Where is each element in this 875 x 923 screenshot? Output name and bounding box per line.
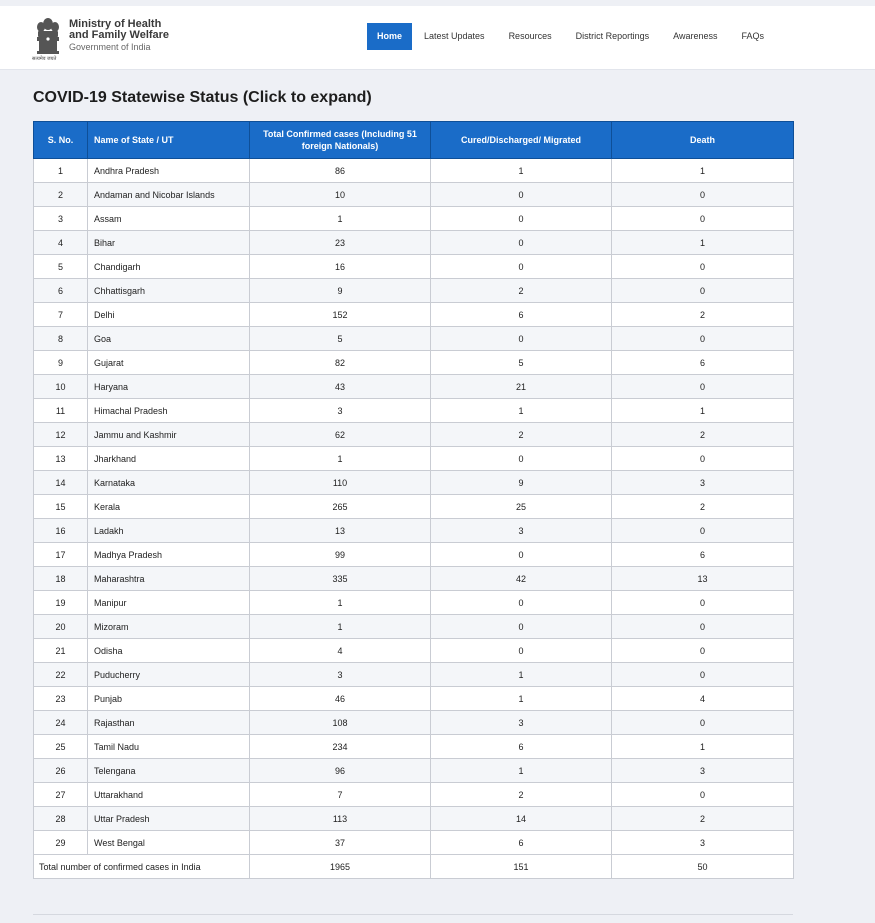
cell-death: 0 xyxy=(612,255,794,279)
cell-state-name: Telengana xyxy=(88,759,250,783)
cell-sno: 12 xyxy=(34,423,88,447)
cell-state-name: West Bengal xyxy=(88,831,250,855)
cell-confirmed: 1 xyxy=(250,207,431,231)
cell-confirmed: 5 xyxy=(250,327,431,351)
cell-death: 1 xyxy=(612,735,794,759)
cell-death: 3 xyxy=(612,759,794,783)
cell-sno: 6 xyxy=(34,279,88,303)
table-row[interactable] xyxy=(34,327,794,351)
cell-sno: 1 xyxy=(34,159,88,183)
ministry-name[interactable] xyxy=(69,19,169,53)
cell-cured: 2 xyxy=(431,783,612,807)
footer-divider xyxy=(33,914,793,915)
cell-sno: 25 xyxy=(34,735,88,759)
cell-state-name: Jammu and Kashmir xyxy=(88,423,250,447)
cell-sno: 20 xyxy=(34,615,88,639)
cell-confirmed: 13 xyxy=(250,519,431,543)
cell-sno: 17 xyxy=(34,543,88,567)
table-row[interactable] xyxy=(34,567,794,591)
cell-confirmed: 16 xyxy=(250,255,431,279)
cell-sno: 10 xyxy=(34,375,88,399)
emblem-caption: सत्यमेव जयते xyxy=(32,56,57,62)
cell-state-name: Delhi xyxy=(88,303,250,327)
cell-cured: 0 xyxy=(431,543,612,567)
cell-state-name: Jharkhand xyxy=(88,447,250,471)
table-row[interactable] xyxy=(34,807,794,831)
table-row[interactable] xyxy=(34,735,794,759)
cell-death: 6 xyxy=(612,351,794,375)
table-row[interactable] xyxy=(34,495,794,519)
cell-sno: 5 xyxy=(34,255,88,279)
cell-sno: 26 xyxy=(34,759,88,783)
cell-death: 0 xyxy=(612,375,794,399)
statewise-status-table xyxy=(33,121,794,879)
cell-cured: 6 xyxy=(431,831,612,855)
cell-state-name: Andaman and Nicobar Islands xyxy=(88,183,250,207)
cell-cured: 42 xyxy=(431,567,612,591)
cell-state-name: Uttar Pradesh xyxy=(88,807,250,831)
cell-cured: 3 xyxy=(431,519,612,543)
table-row[interactable] xyxy=(34,255,794,279)
cell-confirmed: 335 xyxy=(250,567,431,591)
table-row[interactable] xyxy=(34,687,794,711)
table-row[interactable] xyxy=(34,519,794,543)
cell-confirmed: 37 xyxy=(250,831,431,855)
cell-state-name: Kerala xyxy=(88,495,250,519)
cell-sno: 27 xyxy=(34,783,88,807)
cell-death: 0 xyxy=(612,783,794,807)
ministry-line-3: Government of India xyxy=(69,42,151,52)
cell-confirmed: 1 xyxy=(250,591,431,615)
cell-cured: 0 xyxy=(431,639,612,663)
total-cured: 151 xyxy=(431,855,612,879)
cell-sno: 15 xyxy=(34,495,88,519)
cell-death: 0 xyxy=(612,447,794,471)
header-total-confirmed: Total Confirmed cases (Including 51 foreign Nationals) xyxy=(250,122,431,159)
nav-latest-updates[interactable]: Latest Updates xyxy=(424,31,485,41)
table-row[interactable] xyxy=(34,447,794,471)
cell-sno: 3 xyxy=(34,207,88,231)
cell-death: 1 xyxy=(612,159,794,183)
cell-death: 0 xyxy=(612,183,794,207)
cell-sno: 23 xyxy=(34,687,88,711)
cell-state-name: Mizoram xyxy=(88,615,250,639)
cell-death: 4 xyxy=(612,687,794,711)
table-row[interactable] xyxy=(34,711,794,735)
cell-death: 2 xyxy=(612,807,794,831)
cell-sno: 28 xyxy=(34,807,88,831)
cell-cured: 2 xyxy=(431,279,612,303)
table-row[interactable] xyxy=(34,423,794,447)
cell-confirmed: 3 xyxy=(250,399,431,423)
cell-cured: 0 xyxy=(431,591,612,615)
cell-confirmed: 110 xyxy=(250,471,431,495)
cell-sno: 11 xyxy=(34,399,88,423)
header-cured: Cured/Discharged/ Migrated xyxy=(431,122,612,159)
cell-confirmed: 43 xyxy=(250,375,431,399)
table-row[interactable] xyxy=(34,759,794,783)
table-row[interactable] xyxy=(34,279,794,303)
cell-sno: 29 xyxy=(34,831,88,855)
cell-sno: 7 xyxy=(34,303,88,327)
cell-death: 0 xyxy=(612,711,794,735)
ministry-line-1: Ministry of Health xyxy=(69,18,162,30)
table-row[interactable] xyxy=(34,399,794,423)
table-row[interactable] xyxy=(34,663,794,687)
cell-confirmed: 96 xyxy=(250,759,431,783)
table-row[interactable] xyxy=(34,471,794,495)
page-title[interactable]: COVID-19 Statewise Status (Click to expand) xyxy=(33,89,372,106)
cell-sno: 13 xyxy=(34,447,88,471)
nav-district-reportings[interactable]: District Reportings xyxy=(575,31,650,41)
cell-confirmed: 1 xyxy=(250,615,431,639)
cell-state-name: Assam xyxy=(88,207,250,231)
cell-cured: 6 xyxy=(431,303,612,327)
cell-confirmed: 1 xyxy=(250,447,431,471)
cell-cured: 1 xyxy=(431,759,612,783)
total-label: Total number of confirmed cases in India xyxy=(34,855,250,879)
header-death: Death xyxy=(612,122,794,159)
table-row[interactable] xyxy=(34,183,794,207)
cell-death: 2 xyxy=(612,423,794,447)
cell-state-name: Chandigarh xyxy=(88,255,250,279)
cell-state-name: Puducherry xyxy=(88,663,250,687)
cell-death: 0 xyxy=(612,591,794,615)
total-row xyxy=(34,855,794,879)
cell-confirmed: 4 xyxy=(250,639,431,663)
cell-death: 1 xyxy=(612,399,794,423)
cell-sno: 8 xyxy=(34,327,88,351)
table-row[interactable] xyxy=(34,159,794,183)
cell-cured: 14 xyxy=(431,807,612,831)
cell-cured: 5 xyxy=(431,351,612,375)
cell-sno: 2 xyxy=(34,183,88,207)
cell-cured: 0 xyxy=(431,447,612,471)
cell-confirmed: 82 xyxy=(250,351,431,375)
header-state-name: Name of State / UT xyxy=(88,122,250,159)
cell-death: 13 xyxy=(612,567,794,591)
nav-awareness[interactable]: Awareness xyxy=(673,31,718,41)
nav-home[interactable]: Home xyxy=(367,23,412,50)
total-confirmed: 1965 xyxy=(250,855,431,879)
table-row[interactable] xyxy=(34,231,794,255)
cell-sno: 4 xyxy=(34,231,88,255)
table-row[interactable] xyxy=(34,207,794,231)
cell-confirmed: 9 xyxy=(250,279,431,303)
nav-faqs[interactable]: FAQs xyxy=(741,31,764,41)
cell-sno: 18 xyxy=(34,567,88,591)
table-row[interactable] xyxy=(34,831,794,855)
cell-confirmed: 86 xyxy=(250,159,431,183)
cell-confirmed: 234 xyxy=(250,735,431,759)
header-sno: S. No. xyxy=(34,122,88,159)
table-row[interactable] xyxy=(34,543,794,567)
cell-state-name: Ladakh xyxy=(88,519,250,543)
cell-cured: 0 xyxy=(431,327,612,351)
cell-cured: 0 xyxy=(431,615,612,639)
cell-sno: 19 xyxy=(34,591,88,615)
cell-state-name: Bihar xyxy=(88,231,250,255)
cell-sno: 16 xyxy=(34,519,88,543)
cell-confirmed: 152 xyxy=(250,303,431,327)
main-nav xyxy=(367,23,776,50)
cell-state-name: Manipur xyxy=(88,591,250,615)
cell-death: 6 xyxy=(612,543,794,567)
cell-confirmed: 10 xyxy=(250,183,431,207)
cell-cured: 0 xyxy=(431,231,612,255)
cell-state-name: Himachal Pradesh xyxy=(88,399,250,423)
cell-confirmed: 265 xyxy=(250,495,431,519)
table-row[interactable] xyxy=(34,303,794,327)
cell-state-name: Uttarakhand xyxy=(88,783,250,807)
total-death: 50 xyxy=(612,855,794,879)
cell-state-name: Maharashtra xyxy=(88,567,250,591)
cell-state-name: Chhattisgarh xyxy=(88,279,250,303)
cell-state-name: Goa xyxy=(88,327,250,351)
cell-cured: 3 xyxy=(431,711,612,735)
table-row[interactable] xyxy=(34,375,794,399)
ministry-line-2: and Family Welfare xyxy=(69,29,170,41)
cell-cured: 9 xyxy=(431,471,612,495)
cell-death: 0 xyxy=(612,327,794,351)
cell-confirmed: 108 xyxy=(250,711,431,735)
cell-cured: 25 xyxy=(431,495,612,519)
table-row[interactable] xyxy=(34,615,794,639)
cell-death: 0 xyxy=(612,279,794,303)
cell-state-name: Rajasthan xyxy=(88,711,250,735)
cell-cured: 21 xyxy=(431,375,612,399)
cell-death: 2 xyxy=(612,303,794,327)
cell-sno: 21 xyxy=(34,639,88,663)
cell-cured: 0 xyxy=(431,183,612,207)
cell-state-name: Karnataka xyxy=(88,471,250,495)
cell-death: 0 xyxy=(612,519,794,543)
cell-state-name: Andhra Pradesh xyxy=(88,159,250,183)
cell-sno: 9 xyxy=(34,351,88,375)
cell-cured: 0 xyxy=(431,255,612,279)
cell-state-name: Punjab xyxy=(88,687,250,711)
cell-death: 1 xyxy=(612,231,794,255)
cell-confirmed: 23 xyxy=(250,231,431,255)
cell-confirmed: 3 xyxy=(250,663,431,687)
cell-state-name: Odisha xyxy=(88,639,250,663)
cell-cured: 1 xyxy=(431,399,612,423)
cell-sno: 24 xyxy=(34,711,88,735)
cell-death: 0 xyxy=(612,639,794,663)
cell-confirmed: 62 xyxy=(250,423,431,447)
table-row[interactable] xyxy=(34,351,794,375)
cell-confirmed: 7 xyxy=(250,783,431,807)
cell-state-name: Haryana xyxy=(88,375,250,399)
cell-confirmed: 46 xyxy=(250,687,431,711)
table-header-row xyxy=(34,122,794,159)
cell-cured: 1 xyxy=(431,159,612,183)
cell-death: 0 xyxy=(612,615,794,639)
cell-death: 2 xyxy=(612,495,794,519)
cell-death: 0 xyxy=(612,207,794,231)
cell-cured: 2 xyxy=(431,423,612,447)
national-emblem-icon[interactable] xyxy=(32,14,64,62)
site-header xyxy=(0,6,875,70)
cell-death: 0 xyxy=(612,663,794,687)
cell-state-name: Madhya Pradesh xyxy=(88,543,250,567)
cell-cured: 1 xyxy=(431,663,612,687)
cell-confirmed: 113 xyxy=(250,807,431,831)
cell-cured: 0 xyxy=(431,207,612,231)
cell-death: 3 xyxy=(612,831,794,855)
cell-confirmed: 99 xyxy=(250,543,431,567)
cell-sno: 22 xyxy=(34,663,88,687)
cell-state-name: Gujarat xyxy=(88,351,250,375)
table-row[interactable] xyxy=(34,783,794,807)
cell-sno: 14 xyxy=(34,471,88,495)
table-row[interactable] xyxy=(34,591,794,615)
cell-death: 3 xyxy=(612,471,794,495)
cell-cured: 6 xyxy=(431,735,612,759)
table-row[interactable] xyxy=(34,639,794,663)
table-body xyxy=(34,159,794,855)
cell-state-name: Tamil Nadu xyxy=(88,735,250,759)
cell-cured: 1 xyxy=(431,687,612,711)
nav-resources[interactable]: Resources xyxy=(508,31,552,41)
